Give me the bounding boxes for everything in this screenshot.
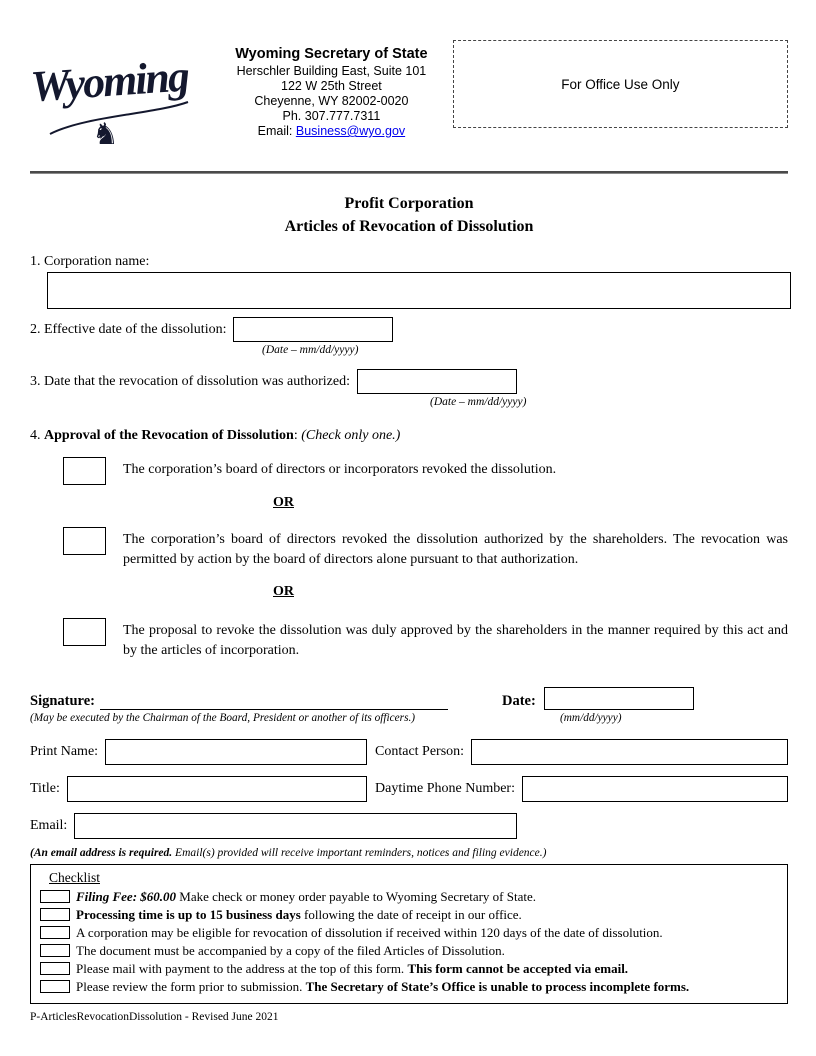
checklist-box	[30, 864, 788, 1004]
form-title	[30, 192, 788, 238]
checklist-text-part: Processing time is up to 15 business days	[76, 907, 301, 922]
checklist-item-3-text	[76, 925, 663, 940]
org-address-block	[210, 40, 453, 139]
checklist-item-2	[40, 907, 778, 922]
org-name: Wyoming Secretary of State	[235, 46, 428, 62]
corporation-name-label: 1. Corporation name:	[30, 254, 150, 269]
org-address-line-2: 122 W 25th Street	[281, 79, 382, 93]
email-required-note	[30, 847, 788, 859]
corporation-name-input[interactable]	[47, 272, 791, 309]
org-address-line-3: Cheyenne, WY 82002-0020	[254, 94, 409, 108]
revocation-date-hint: (Date – mm/dd/yyyy)	[430, 396, 527, 408]
checklist-text-part: A corporation may be eligible for revocation of dissolution if received within 120 days of the date of dissolution.	[76, 925, 663, 940]
approval-option-2-checkbox[interactable]	[63, 527, 106, 555]
date-input[interactable]	[544, 687, 694, 710]
checklist-item-6-text	[76, 979, 689, 994]
form-title-line-1: Profit Corporation	[344, 195, 474, 212]
checklist-item-6	[40, 979, 778, 994]
signature-hint: (May be executed by the Chairman of the Board, President or another of its officers.)	[30, 712, 416, 724]
dissolution-date-input[interactable]	[233, 317, 393, 342]
checklist-item-6-checkbox[interactable]	[40, 980, 70, 993]
daytime-phone-label: Daytime Phone Number:	[375, 781, 515, 796]
dissolution-date-label: 2. Effective date of the dissolution:	[30, 321, 227, 337]
approval-option-2	[63, 527, 788, 570]
checklist-text-part: This form cannot be accepted via email.	[407, 961, 629, 976]
checklist-item-4-text	[76, 943, 505, 958]
email-input[interactable]	[74, 813, 517, 839]
checklist-text-part: The document must be accompanied by a copy of the filed Articles of Dissolution.	[76, 943, 505, 958]
approval-label-bold: Approval of the Revocation of Dissolution	[44, 428, 294, 443]
date-label: Date:	[502, 693, 536, 709]
checklist-item-2-checkbox[interactable]	[40, 908, 70, 921]
form-title-line-2: Articles of Revocation of Dissolution	[284, 218, 534, 235]
revocation-date-label: 3. Date that the revocation of dissolution was authorized:	[30, 373, 350, 389]
org-phone: Ph. 307.777.7311	[282, 109, 381, 123]
org-email-line	[210, 124, 453, 139]
email-row	[30, 813, 788, 839]
signature-row	[30, 687, 788, 710]
dissolution-date-hint: (Date – mm/dd/yyyy)	[262, 344, 359, 356]
checklist-text-part: Filing Fee: $60.00	[76, 889, 177, 904]
checklist-item-5	[40, 961, 778, 976]
daytime-phone-input[interactable]	[522, 776, 788, 802]
checklist-text-part: Please review the form prior to submission.	[76, 979, 306, 994]
footer-form-id: P-ArticlesRevocationDissolution - Revised June 2021	[30, 1011, 279, 1023]
approval-section-label	[30, 428, 788, 444]
wyoming-logo	[30, 40, 210, 153]
checklist-item-4-checkbox[interactable]	[40, 944, 70, 957]
signature-label: Signature:	[30, 693, 95, 709]
checklist-item-1-text	[76, 889, 536, 904]
approval-option-2-label: The corporation’s board of directors revoked the dissolution authorized by the shareholders. The revocation was permitted by action by the board of directors alone pursuant to that authorization.	[123, 532, 788, 567]
checklist-item-4	[40, 943, 778, 958]
checklist-item-3	[40, 925, 778, 940]
org-address-line-1: Herschler Building East, Suite 101	[236, 64, 427, 78]
approval-label-number: 4.	[30, 428, 44, 443]
question-2	[30, 317, 788, 356]
email-link[interactable]: Business@wyo.gov	[295, 124, 406, 138]
office-use-box	[453, 40, 788, 128]
title-label: Title:	[30, 781, 60, 796]
print-name-label: Print Name:	[30, 744, 99, 759]
email-note-rest: Email(s) provided will receive important reminders, notices and filing evidence.)	[172, 847, 547, 859]
checklist-text-part: Make check or money order payable to Wyoming Secretary of State.	[176, 889, 536, 904]
checklist-text-part: Please mail with payment to the address at the top of this form.	[76, 961, 408, 976]
checklist-item-1	[40, 889, 778, 904]
approval-label-separator: :	[293, 428, 302, 443]
checklist-item-2-text	[76, 907, 522, 922]
or-separator-1: OR	[273, 495, 294, 510]
email-note-bold: (An email address is required.	[30, 847, 173, 859]
contact-person-label: Contact Person:	[375, 744, 465, 759]
email-label: Email:	[257, 124, 296, 138]
signature-line[interactable]	[100, 693, 448, 710]
approval-option-3-label: The proposal to revoke the dissolution was duly approved by the shareholders in the manner required by this act and by the articles of incorporation.	[123, 623, 788, 658]
checklist-text-part: following the date of receipt in our office.	[300, 907, 522, 922]
question-1	[30, 254, 788, 309]
checklist-text-part: The Secretary of State’s Office is unable to process incomplete forms.	[305, 979, 690, 994]
checklist-item-5-text	[76, 961, 628, 976]
signature-hints	[30, 712, 788, 727]
wyoming-logo-text: Wyoming	[30, 52, 190, 112]
wyoming-logo-svg	[30, 52, 210, 148]
approval-label-hint: (Check only one.)	[301, 428, 401, 443]
or-separator-2: OR	[273, 584, 294, 599]
bucking-horse-icon: ♞	[92, 117, 119, 148]
title-input[interactable]	[67, 776, 367, 802]
print-name-row	[30, 739, 788, 765]
revocation-date-input[interactable]	[357, 369, 517, 394]
contact-person-input[interactable]	[471, 739, 788, 765]
date-format-hint: (mm/dd/yyyy)	[560, 712, 622, 724]
checklist-item-3-checkbox[interactable]	[40, 926, 70, 939]
email-field-label: Email:	[30, 818, 68, 833]
office-use-label: For Office Use Only	[561, 76, 680, 92]
print-name-input[interactable]	[105, 739, 367, 765]
header-divider	[30, 171, 788, 174]
approval-option-1-label: The corporation’s board of directors or incorporators revoked the dissolution.	[123, 462, 557, 477]
checklist-item-5-checkbox[interactable]	[40, 962, 70, 975]
checklist-heading: Checklist	[49, 870, 100, 885]
approval-option-1-checkbox[interactable]	[63, 457, 106, 485]
approval-option-3-checkbox[interactable]	[63, 618, 106, 646]
checklist-item-1-checkbox[interactable]	[40, 890, 70, 903]
approval-option-1	[63, 457, 788, 485]
header	[30, 40, 788, 153]
title-row	[30, 776, 788, 802]
question-3	[30, 369, 788, 408]
approval-option-3	[63, 618, 788, 661]
